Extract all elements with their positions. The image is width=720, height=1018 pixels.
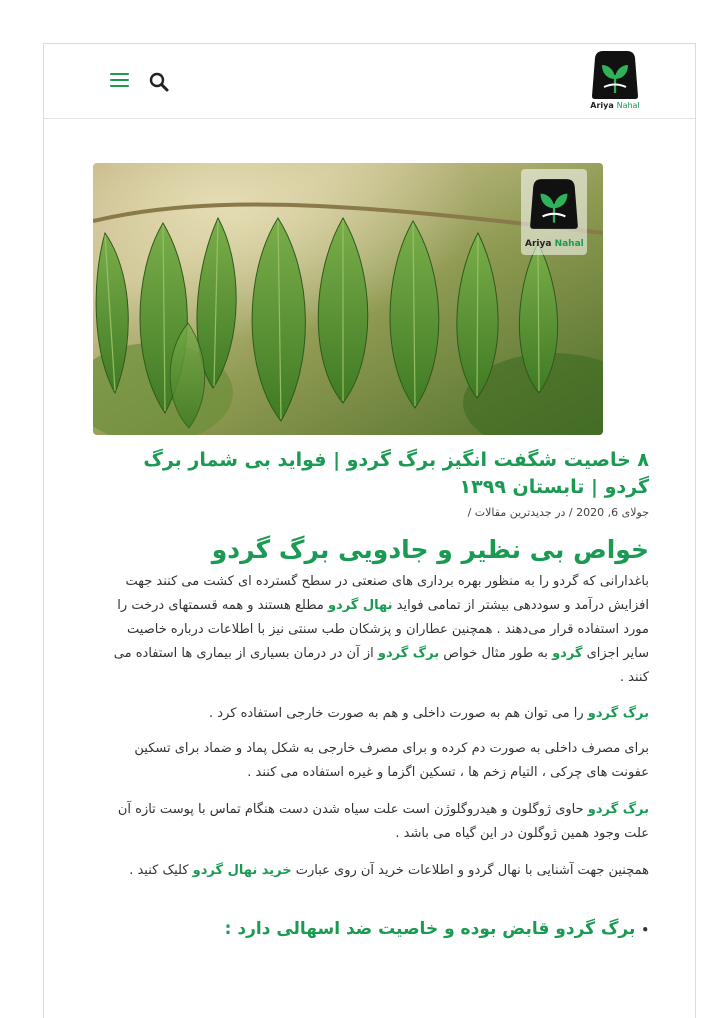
- meta-separator: /: [565, 506, 577, 519]
- keyword-link[interactable]: گردو: [552, 646, 583, 661]
- section-heading: خواص بی نظیر و جادویی برگ گردو: [211, 535, 649, 564]
- usage-paragraph: [98, 702, 649, 726]
- paragraph-text: حاوی ژوگلون و هیدروگلوژن است علت سیاه شدن دست هنگام تماس با پوست تازه آن علت وجود همین ژوگلون در این گیاه می باشد .: [117, 802, 649, 841]
- hero-logo-wordmark: [525, 239, 583, 249]
- hero-logo-brand-light: Nahal: [554, 239, 584, 249]
- purchase-paragraph: [98, 859, 649, 883]
- paragraph-text: کلیک کنید .: [129, 863, 193, 878]
- keyword-link[interactable]: برگ گردو: [377, 646, 440, 661]
- intro-paragraph: [98, 570, 649, 690]
- logo-brand-light: Nahal: [616, 101, 640, 110]
- list-heading: [104, 916, 649, 943]
- internal-external-paragraph: برای مصرف داخلی به صورت دم کرده و برای مصرف خارجی به شکل پماد و ضماد برای تسکین عفونت های چرکی ، التیام زخم ها ، تسکین اگزما و غیره استفاده می کنند .: [134, 741, 649, 780]
- search-icon[interactable]: [148, 71, 170, 93]
- hero-logo-watermark: [525, 171, 583, 253]
- site-logo[interactable]: [587, 49, 643, 115]
- keyword-link[interactable]: نهال گردو: [327, 598, 393, 613]
- bullet-marker: •: [641, 923, 649, 937]
- post-date: جولای 6, 2020: [576, 506, 649, 519]
- keyword-link[interactable]: برگ گردو: [587, 802, 649, 817]
- buy-seedling-link[interactable]: خرید نهال گردو: [192, 863, 292, 878]
- post-title[interactable]: ۸ خاصیت شگفت انگیز برگ گردو | فواید بی شمار برگ گردو | تابستان ۱۳۹۹: [143, 449, 649, 498]
- paragraph-text: را می توان هم به صورت داخلی و هم به صورت خارجی استفاده کرد .: [209, 706, 588, 721]
- juglone-paragraph: [98, 798, 649, 846]
- logo-brand-bold: Ariya: [590, 101, 614, 110]
- hero-logo-brand-bold: Ariya: [525, 239, 552, 249]
- paragraph-text: باغدارانی که گردو را به منظور بهره برداری های صنعتی در سطح گسترده ای کشت می کنند جهت افزایش درآمد و سوددهی بیشتر از تمامی فواید: [125, 574, 649, 613]
- post-meta: [104, 506, 649, 519]
- hero-logo-mark-icon: [525, 171, 583, 237]
- paragraph-text: از آن در درمان بسیاری از بیماری ها استفاده می کنند .: [113, 646, 649, 685]
- paragraph-text: مطلع هستند و همه قسمتهای درخت را مورد استفاده قرار می‌دهند . همچنین عطاران و پزشکان طب سنتی نیز با اطلاعات درباره خاصیت سایر اجزای: [117, 598, 649, 661]
- hamburger-menu-icon[interactable]: [110, 73, 129, 89]
- paragraph-text: همچنین جهت آشنایی با نهال گردو و اطلاعات خرید آن روی عبارت: [291, 863, 649, 878]
- category-prefix: در: [551, 506, 566, 519]
- site-header: [44, 44, 695, 119]
- logo-mark-icon: [587, 49, 643, 101]
- featured-image: [93, 163, 603, 435]
- paragraph-text: به طور مثال خواص: [439, 646, 553, 661]
- meta-separator: /: [467, 506, 475, 519]
- post-category-link[interactable]: جدیدترین مقالات: [474, 506, 552, 519]
- page-frame: [43, 43, 696, 1018]
- keyword-link[interactable]: برگ گردو: [587, 706, 649, 721]
- logo-wordmark: [587, 101, 643, 110]
- list-heading-text: برگ گردو قابض بوده و خاصیت ضد اسهالی دارد :: [224, 919, 636, 939]
